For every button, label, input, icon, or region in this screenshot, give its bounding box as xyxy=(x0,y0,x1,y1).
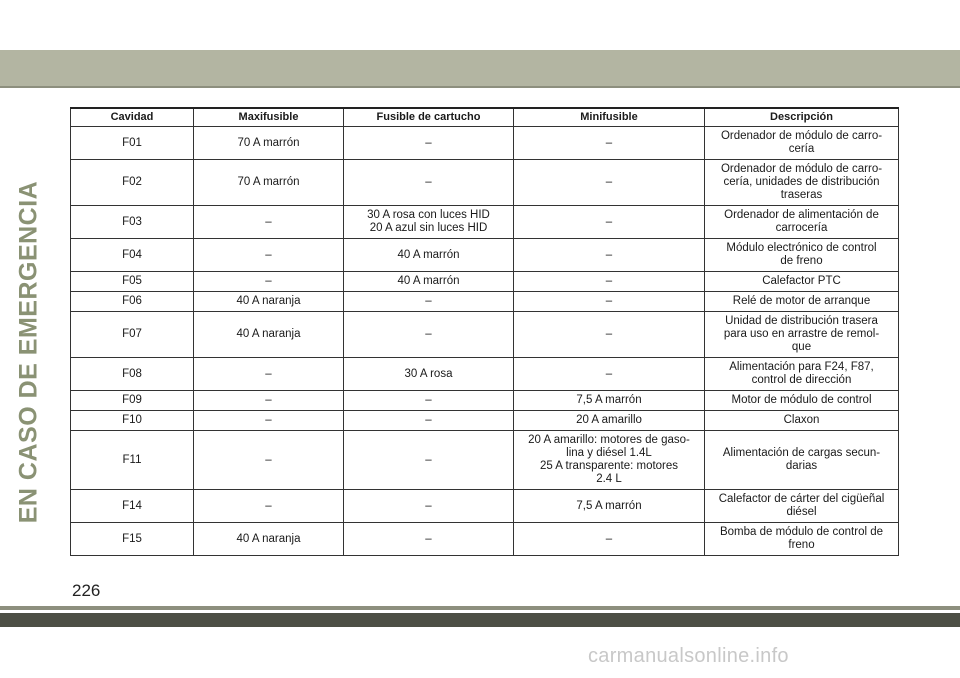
table-header-row xyxy=(71,108,899,127)
cell-cartridge-fuse-line: – xyxy=(425,394,432,406)
cell-cavity: F11 xyxy=(71,431,194,490)
cell-minifuse xyxy=(514,160,705,206)
cell-description-line: freno xyxy=(788,539,815,551)
table-row xyxy=(71,358,899,391)
fuse-table xyxy=(70,107,899,556)
cell-minifuse xyxy=(514,358,705,391)
cell-cartridge-fuse xyxy=(344,239,514,272)
cell-description xyxy=(705,431,899,490)
table-row xyxy=(71,391,899,411)
cell-minifuse-line: 7,5 A marrón xyxy=(576,394,642,406)
cell-description-line: control de dirección xyxy=(751,374,852,386)
cell-cartridge-fuse-line: – xyxy=(425,499,432,512)
cell-description-line: Unidad de distribución trasera xyxy=(725,315,878,327)
cell-cavity: F14 xyxy=(71,490,194,523)
table-row xyxy=(71,490,899,523)
page-number: 226 xyxy=(72,581,101,600)
cell-cavity: F15 xyxy=(71,523,194,556)
cell-minifuse-line: – xyxy=(605,136,613,149)
cell-minifuse xyxy=(514,206,705,239)
cell-minifuse xyxy=(514,411,705,431)
cell-description xyxy=(705,206,899,239)
cell-cavity: F07 xyxy=(71,312,194,358)
table-row xyxy=(71,411,899,431)
cell-cartridge-fuse xyxy=(344,127,514,160)
cell-cartridge-fuse-line: 30 A rosa xyxy=(404,367,453,380)
cell-minifuse-line: 20 A amarillo xyxy=(576,414,642,426)
cell-minifuse-line: – xyxy=(605,367,613,380)
cell-minifuse-line: – xyxy=(605,275,613,287)
table-row xyxy=(71,160,899,206)
cell-description-line: Relé de motor de arranque xyxy=(732,295,871,307)
cell-maxifuse: 40 A naranja xyxy=(194,312,344,358)
cell-minifuse xyxy=(514,312,705,358)
cell-minifuse xyxy=(514,391,705,411)
cell-description-line: carrocería xyxy=(775,222,828,234)
cell-description-line: Bomba de módulo de control de xyxy=(719,526,884,538)
cell-description xyxy=(705,312,899,358)
cell-cartridge-fuse-line: – xyxy=(425,414,432,426)
cell-maxifuse: 70 A marrón xyxy=(194,160,344,206)
cell-description-line: Calefactor de cárter del cigüeñal xyxy=(718,493,885,505)
cell-description-line: Claxon xyxy=(783,414,820,426)
cell-maxifuse: 40 A naranja xyxy=(194,523,344,556)
section-title: EN CASO DE EMERGENCIA xyxy=(14,180,43,524)
cell-minifuse-line: – xyxy=(605,532,613,545)
cell-description xyxy=(705,127,899,160)
cell-minifuse xyxy=(514,272,705,292)
cell-cavity: F05 xyxy=(71,272,194,292)
cell-maxifuse: – xyxy=(194,358,344,391)
table-row xyxy=(71,239,899,272)
cell-minifuse xyxy=(514,292,705,312)
cell-description-line: cería, unidades de distribución xyxy=(723,176,880,188)
cell-minifuse-line: – xyxy=(605,248,613,261)
cell-description xyxy=(705,292,899,312)
cell-description-line: Módulo electrónico de control xyxy=(726,242,877,254)
cell-minifuse xyxy=(514,127,705,160)
cell-cavity: F01 xyxy=(71,127,194,160)
cell-cavity: F09 xyxy=(71,391,194,411)
cell-description-line: Ordenador de alimentación de xyxy=(724,209,879,221)
cell-minifuse-line: 25 A transparente: motores xyxy=(539,460,679,472)
cell-cavity: F03 xyxy=(71,206,194,239)
header-band xyxy=(0,50,960,86)
cell-description xyxy=(705,239,899,272)
table-row xyxy=(71,523,899,556)
cell-cartridge-fuse xyxy=(344,272,514,292)
header-cartridge-fuse: Fusible de cartucho xyxy=(344,108,514,127)
cell-cartridge-fuse-line: – xyxy=(425,532,432,545)
cell-maxifuse: – xyxy=(194,206,344,239)
cell-cartridge-fuse xyxy=(344,160,514,206)
cell-cartridge-fuse-line: – xyxy=(425,328,432,340)
header-description: Descripción xyxy=(705,108,899,127)
cell-minifuse xyxy=(514,239,705,272)
cell-cartridge-fuse xyxy=(344,206,514,239)
table-row xyxy=(71,206,899,239)
cell-minifuse xyxy=(514,523,705,556)
cell-description-line: de freno xyxy=(780,255,823,267)
cell-description-line: que xyxy=(791,341,812,353)
cell-cartridge-fuse xyxy=(344,431,514,490)
watermark-text: carmanualsonline.info xyxy=(588,645,789,667)
footer-rule xyxy=(0,606,960,610)
cell-description-line: Ordenador de módulo de carro- xyxy=(720,130,883,142)
cell-description xyxy=(705,391,899,411)
cell-maxifuse: – xyxy=(194,391,344,411)
cell-maxifuse: – xyxy=(194,411,344,431)
table-row xyxy=(71,292,899,312)
cell-cavity: F08 xyxy=(71,358,194,391)
cell-description-line: para uso en arrastre de remol- xyxy=(723,328,880,340)
cell-cavity: F06 xyxy=(71,292,194,312)
table-row xyxy=(71,312,899,358)
cell-cavity: F10 xyxy=(71,411,194,431)
cell-description-line: Motor de módulo de control xyxy=(731,394,872,406)
cell-cartridge-fuse-line: 20 A azul sin luces HID xyxy=(369,222,488,234)
cell-description xyxy=(705,411,899,431)
cell-cartridge-fuse xyxy=(344,411,514,431)
cell-minifuse xyxy=(514,490,705,523)
cell-minifuse-line: – xyxy=(605,215,613,228)
footer-band xyxy=(0,613,960,627)
header-cavity: Cavidad xyxy=(71,108,194,127)
cell-minifuse-line: – xyxy=(605,176,613,188)
cell-cartridge-fuse-line: – xyxy=(425,453,432,466)
cell-description-line: Alimentación para F24, F87, xyxy=(729,361,874,373)
cell-description-line: cería xyxy=(788,143,815,155)
table-row xyxy=(71,127,899,160)
cell-description-line: darias xyxy=(785,460,818,472)
cell-minifuse-line: – xyxy=(605,328,613,340)
cell-description-line: Ordenador de módulo de carro- xyxy=(720,163,883,175)
cell-minifuse xyxy=(514,431,705,490)
cell-maxifuse: – xyxy=(194,239,344,272)
cell-minifuse-line: – xyxy=(605,295,613,307)
cell-maxifuse: 70 A marrón xyxy=(194,127,344,160)
cell-cartridge-fuse-line: – xyxy=(425,136,432,149)
cell-cartridge-fuse-line: – xyxy=(425,176,432,188)
cell-description xyxy=(705,358,899,391)
header-rule xyxy=(0,86,960,88)
cell-cavity: F02 xyxy=(71,160,194,206)
cell-cavity: F04 xyxy=(71,239,194,272)
cell-maxifuse: 40 A naranja xyxy=(194,292,344,312)
cell-cartridge-fuse xyxy=(344,523,514,556)
cell-description xyxy=(705,272,899,292)
cell-description-line: diésel xyxy=(786,506,817,518)
cell-description-line: Calefactor PTC xyxy=(762,275,841,287)
cell-description-line: Alimentación de cargas secun- xyxy=(722,447,881,459)
header-maxifuse: Maxifusible xyxy=(194,108,344,127)
cell-description xyxy=(705,490,899,523)
cell-cartridge-fuse xyxy=(344,312,514,358)
cell-cartridge-fuse xyxy=(344,358,514,391)
cell-maxifuse: – xyxy=(194,490,344,523)
cell-cartridge-fuse xyxy=(344,490,514,523)
table-row xyxy=(71,431,899,490)
cell-cartridge-fuse xyxy=(344,391,514,411)
header-minifuse: Minifusible xyxy=(514,108,705,127)
cell-cartridge-fuse xyxy=(344,292,514,312)
cell-description xyxy=(705,523,899,556)
cell-minifuse-line: 7,5 A marrón xyxy=(576,499,642,512)
cell-cartridge-fuse-line: 30 A rosa con luces HID xyxy=(367,209,490,221)
table-body xyxy=(71,127,899,556)
cell-minifuse-line: 20 A amarillo: motores de gaso- xyxy=(528,434,690,446)
cell-description xyxy=(705,160,899,206)
cell-cartridge-fuse-line: – xyxy=(425,295,432,307)
table-row xyxy=(71,272,899,292)
cell-description-line: traseras xyxy=(780,189,823,201)
cell-maxifuse: – xyxy=(194,431,344,490)
cell-cartridge-fuse-line: 40 A marrón xyxy=(397,275,460,287)
cell-maxifuse: – xyxy=(194,272,344,292)
cell-cartridge-fuse-line: 40 A marrón xyxy=(397,248,460,261)
cell-minifuse-line: 2.4 L xyxy=(596,473,622,485)
cell-minifuse-line: lina y diésel 1.4L xyxy=(566,447,652,459)
